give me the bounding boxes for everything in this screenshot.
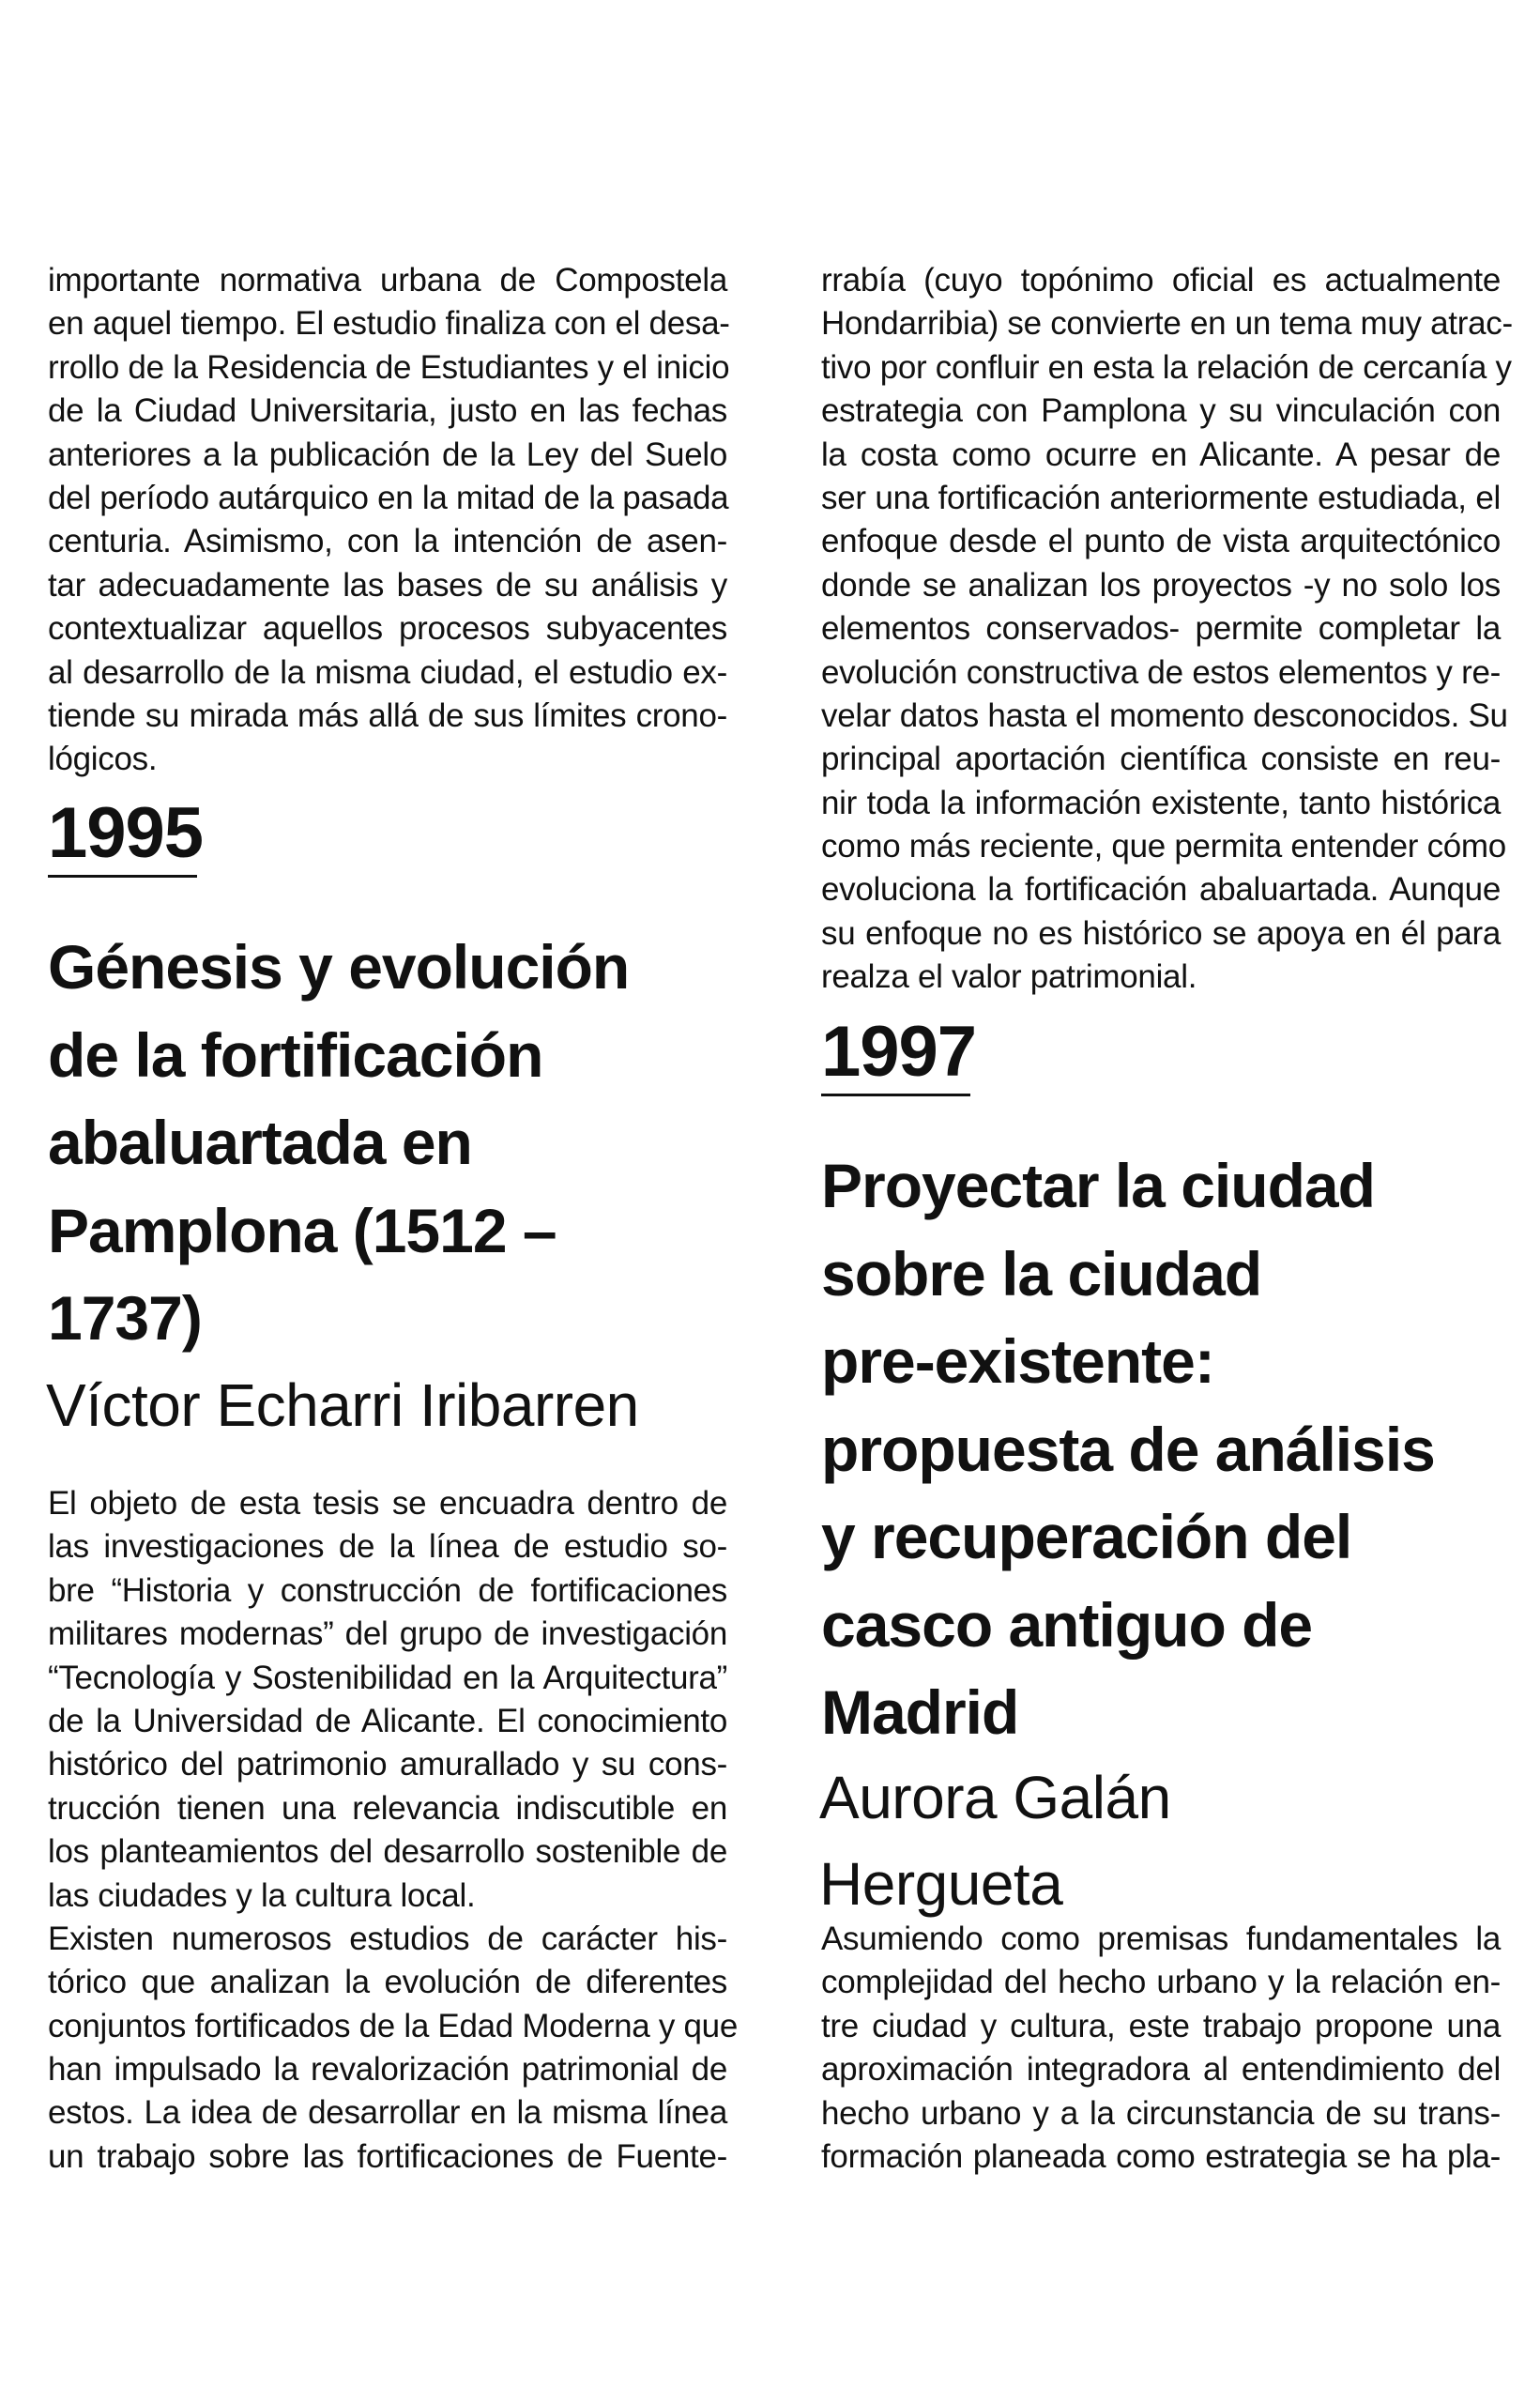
right-intro-paragraph [821, 259, 1513, 1000]
body-line: en aquel tiempo. El estudio finaliza con el desa- [48, 305, 730, 343]
title-line: casco antiguo de [821, 1589, 1313, 1660]
body-line: rrabía (cuyo topónimo oficial es actualmente [821, 262, 1501, 298]
left-thesis-author [46, 1362, 725, 1448]
body-line: bre “Historia y construcción de fortificaciones [48, 1571, 727, 1609]
body-line: su enfoque no es histórico se apoya en él para [821, 914, 1501, 952]
title-line: abaluartada en [48, 1108, 472, 1177]
body-line: lógicos. [48, 741, 158, 778]
title-line: Madrid [821, 1677, 1019, 1747]
body-line: estrategia con Pamplona y su vinculación con [821, 392, 1501, 430]
body-line: rrollo de la Residencia de Estudiantes y el inicio [48, 348, 730, 386]
body-line: “Tecnología y Sostenibilidad en la Arquitectura” [48, 1659, 727, 1696]
body-line: importante normativa urbana de Compostela [48, 262, 727, 298]
right-thesis-author [819, 1754, 1499, 1927]
body-line: El objeto de esta tesis se encuadra dentro de [48, 1485, 727, 1522]
right-body-paragraph [821, 1918, 1501, 2179]
body-line: Existen numerosos estudios de carácter his- [48, 1920, 727, 1957]
title-line: y recuperación del [821, 1502, 1352, 1571]
body-line: ser una fortificación anteriormente estudiada, el [821, 479, 1501, 516]
body-line: estos. La idea de desarrollar en la misma línea [48, 2094, 727, 2132]
body-line: enfoque desde el punto de vista arquitectónico [821, 523, 1501, 560]
body-line: han impulsado la revalorización patrimonial de [48, 2051, 727, 2089]
body-line: la costa como ocurre en Alicante. A pesar de [821, 436, 1501, 473]
title-line: 1737) [48, 1283, 202, 1353]
body-line: como más reciente, que permita entender cómo [821, 828, 1506, 865]
body-line: de la Ciudad Universitaria, justo en las fechas [48, 392, 727, 430]
body-line: las ciudades y la cultura local. [48, 1876, 476, 1914]
body-line: Asumiendo como premisas fundamentales la [821, 1921, 1501, 1957]
body-line: principal aportación científica consiste en reu- [821, 741, 1501, 778]
body-line: aproximación integradora al entendimiento del [821, 2051, 1501, 2089]
body-line: tiende su mirada más allá de sus límites crono- [48, 696, 727, 734]
body-line: del período autárquico en la mitad de la pasada [48, 479, 729, 516]
title-line: Proyectar la ciudad [821, 1151, 1375, 1220]
body-line: los planteamientos del desarrollo sostenible de [48, 1833, 727, 1871]
body-line: evoluciona la fortificación abaluartada. Aunque [821, 871, 1501, 909]
body-line: hecho urbano y a la circunstancia de su trans- [821, 2094, 1501, 2132]
body-line: tórico que analizan la evolución de diferentes [48, 1964, 727, 2001]
title-line: pre-existente: [821, 1326, 1214, 1396]
body-line: histórico del patrimonio amurallado y su cons- [48, 1746, 727, 1783]
title-line: de la fortificación [48, 1019, 543, 1090]
title-line: Génesis y evolución [48, 932, 630, 1002]
body-line: nir toda la información existente, tanto histórica [821, 784, 1501, 821]
year-heading-1995: 1995 [48, 798, 197, 878]
body-line: Hondarribia) se convierte en un tema muy atrac- [821, 305, 1513, 343]
title-line: propuesta de análisis [821, 1414, 1435, 1484]
body-line: las investigaciones de la línea de estudio so- [48, 1528, 727, 1566]
author-line: Aurora Galán [819, 1764, 1171, 1831]
body-line: tivo por confluir en esta la relación de cercanía y [821, 348, 1512, 386]
body-line: tre ciudad y cultura, este trabajo propone una [821, 2007, 1501, 2044]
title-line: sobre la ciudad [821, 1238, 1262, 1309]
body-line: realza el valor patrimonial. [821, 958, 1197, 996]
body-line: complejidad del hecho urbano y la relación en- [821, 1964, 1501, 2001]
author-line: Víctor Echarri Iribarren [46, 1371, 639, 1439]
left-intro-paragraph [48, 259, 730, 782]
body-line: anteriores a la publicación de la Ley del Suelo [48, 436, 727, 473]
body-line: formación planeada como estrategia se ha pla- [821, 2137, 1501, 2175]
body-line: velar datos hasta el momento desconocidos. Su [821, 696, 1508, 734]
body-line: evolución constructiva de estos elementos y re- [821, 653, 1501, 691]
year-heading-1997: 1997 [821, 1017, 970, 1096]
left-thesis-title [48, 924, 727, 1363]
body-line: de la Universidad de Alicante. El conocimiento [48, 1702, 727, 1739]
body-line: donde se analizan los proyectos -y no solo los [821, 566, 1501, 604]
body-line: al desarrollo de la misma ciudad, el estudio ex- [48, 653, 727, 691]
body-line: conjuntos fortificados de la Edad Moderna y que [48, 2007, 738, 2044]
body-line: contextualizar aquellos procesos subyacentes [48, 610, 727, 648]
author-line: Hergueta [819, 1850, 1063, 1918]
left-body-paragraph [48, 1482, 738, 2179]
body-line: centuria. Asimismo, con la intención de asen- [48, 523, 727, 560]
body-line: trucción tienen una relevancia indiscutible en [48, 1789, 727, 1827]
right-thesis-title [821, 1142, 1501, 1757]
body-line: elementos conservados- permite completar la [821, 610, 1501, 648]
body-line: un trabajo sobre las fortificaciones de Fuente- [48, 2137, 727, 2175]
title-line: Pamplona (1512 – [48, 1195, 557, 1265]
body-line: militares modernas” del grupo de investigación [48, 1615, 727, 1653]
body-line: tar adecuadamente las bases de su análisis y [48, 566, 727, 604]
